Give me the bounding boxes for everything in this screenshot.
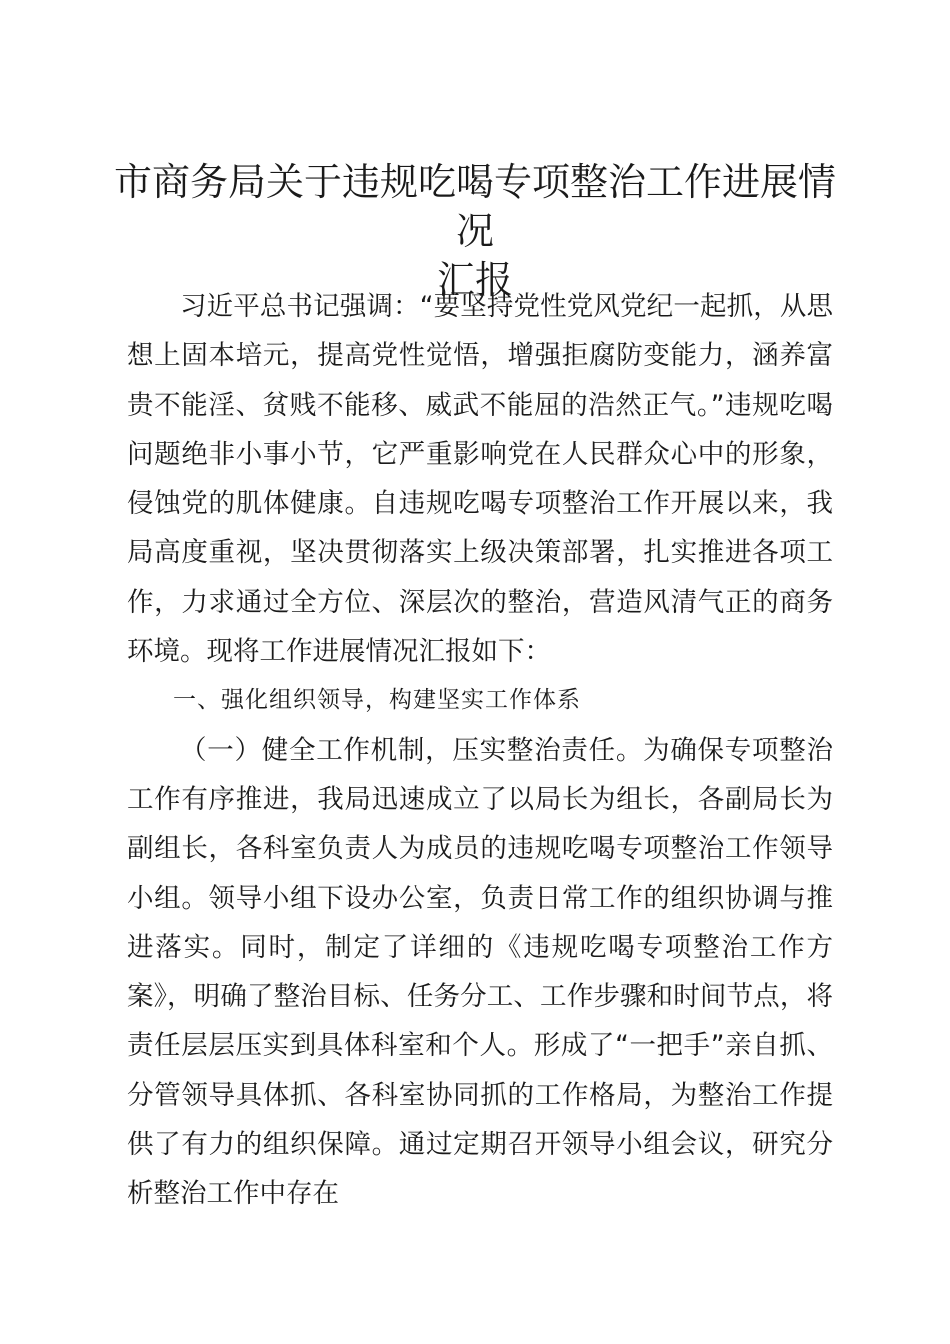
- title-line-1: 市商务局关于违规吃喝专项整治工作进展情况: [113, 160, 836, 253]
- document-body: [127, 282, 833, 1219]
- subsection-body: 为确保专项整治工作有序推进，我局迅速成立了以局长为组长，各副局长为副组长，各科室负责人为成员的违规吃喝专项整治工作领导小组。领导小组下设办公室，负责日常工作的组织协调与推进落实。同时，制定了详细的《违规吃喝专项整治工作方案》，明确了整治目标、任务分工、工作步骤和时间节点，将责任层层压实到具体科室和个人。形成了“一把手”亲自抓、分管领导具体抓、各科室协同抓的工作格局，为整治工作提供了有力的组织保障。通过定期召开领导小组会议，研究分析整治工作中存在: [127, 734, 834, 1210]
- section-heading: 一、强化组织领导，构建坚实工作体系: [173, 687, 581, 714]
- subsection-lead: （一）健全工作机制，压实整治责任。: [180, 734, 644, 766]
- intro-paragraph: 习近平总书记强调：“要坚持党性党风党纪一起抓，从思想上固本培元，提高党性觉悟，增强拒腐防变能力，涵养富贵不能淫、贫贱不能移、威武不能屈的浩然正气。”违规吃喝问题绝非小事小节，它严重影响党在人民群众心中的形象，侵蚀党的肌体健康。自违规吃喝专项整治工作开展以来，我局高度重视，坚决贯彻落实上级决策部署，扎实推进各项工作，力求通过全方位、深层次的整治，营造风清气正的商务环境。现将工作进展情况汇报如下：: [127, 291, 833, 668]
- subsection-paragraph: [127, 726, 833, 1219]
- title-line-2: 汇报: [436, 258, 513, 302]
